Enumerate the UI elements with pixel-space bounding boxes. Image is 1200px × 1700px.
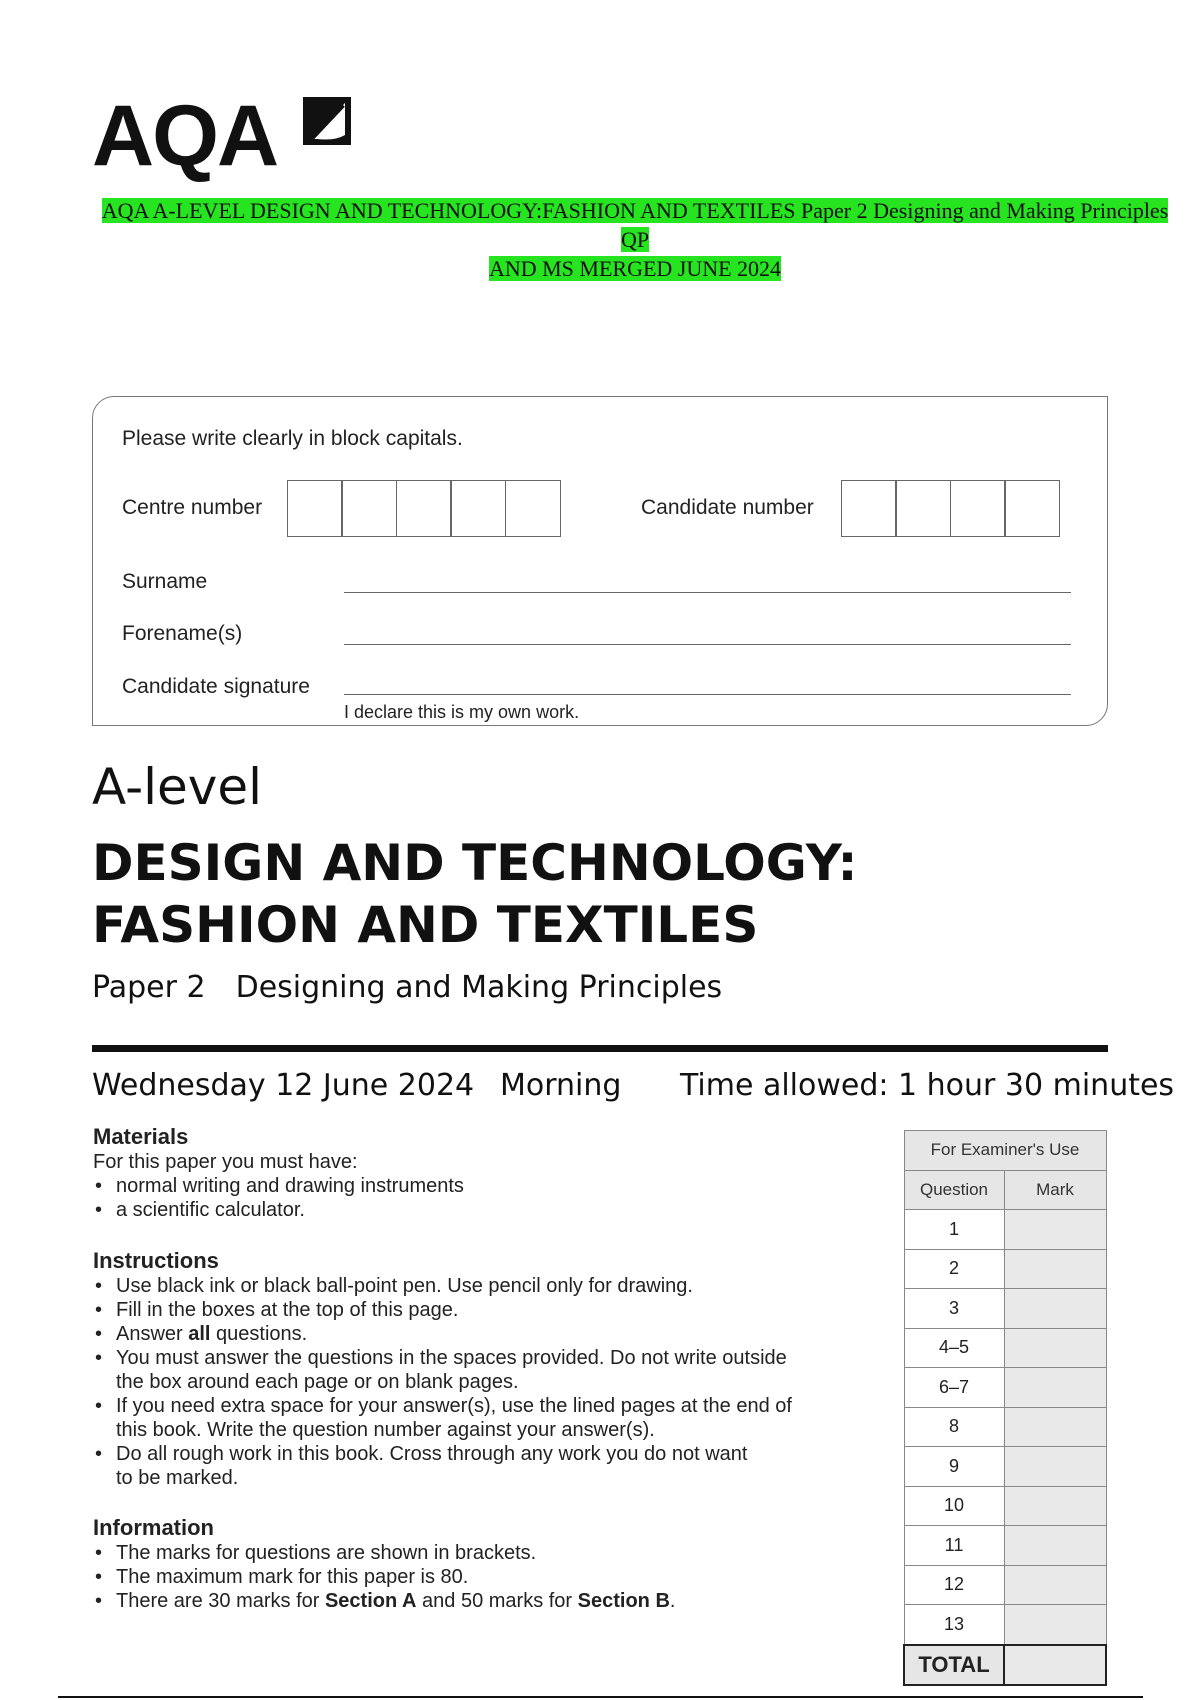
mark-cell — [1004, 1249, 1106, 1289]
materials-intro: For this paper you must have: — [93, 1151, 358, 1173]
mark-cell — [1004, 1486, 1106, 1526]
question-number-cell: 12 — [904, 1565, 1004, 1605]
information-section — [93, 1515, 883, 1613]
table-row — [904, 1289, 1106, 1329]
question-number-cell: 10 — [904, 1486, 1004, 1526]
list-item: • There are 30 marks for Section A and 50 marks for Section B. — [93, 1589, 883, 1613]
instructions-heading: Instructions — [93, 1248, 219, 1273]
declaration-text: I declare this is my own work. — [344, 702, 580, 722]
aqa-logo-mark-icon — [295, 93, 355, 153]
surname-line[interactable] — [344, 592, 1071, 593]
centre-digit-box[interactable] — [450, 480, 506, 537]
mark-cell — [1004, 1407, 1106, 1447]
candidate-digit-box[interactable] — [895, 480, 951, 537]
centre-digit-box[interactable] — [287, 480, 343, 537]
column-header-mark: Mark — [1004, 1170, 1106, 1210]
question-number-cell: 11 — [904, 1526, 1004, 1566]
list-item: • Answer all questions. — [93, 1322, 883, 1346]
exam-session: Morning — [500, 1068, 622, 1103]
centre-number-label: Centre number — [122, 496, 263, 519]
question-number-cell: 1 — [904, 1210, 1004, 1250]
examiner-table-title: For Examiner's Use — [904, 1131, 1106, 1171]
table-row — [904, 1486, 1106, 1526]
candidate-number-boxes[interactable] — [842, 480, 1060, 537]
list-item: • You must answer the questions in the spaces provided. Do not write outside the box around each page or on blank pages. — [93, 1346, 883, 1394]
instructions-section — [93, 1248, 883, 1490]
mark-cell — [1004, 1289, 1106, 1329]
materials-heading: Materials — [93, 1124, 189, 1149]
total-label: TOTAL — [904, 1645, 1004, 1686]
table-row — [904, 1328, 1106, 1368]
block-capitals-instruction: Please write clearly in block capitals. — [122, 427, 463, 450]
mark-cell — [1004, 1447, 1106, 1487]
forenames-label: Forename(s) — [122, 622, 243, 645]
materials-list — [93, 1174, 873, 1222]
page-bottom-rule — [58, 1696, 1143, 1698]
table-row — [904, 1565, 1106, 1605]
list-item: • If you need extra space for your answer(s), use the lined pages at the end of this book. Write the question number against your answer(s). — [93, 1394, 883, 1442]
candidate-digit-box[interactable] — [1004, 480, 1060, 537]
table-row — [904, 1368, 1106, 1408]
forenames-line[interactable] — [344, 644, 1071, 645]
question-number-cell: 9 — [904, 1447, 1004, 1487]
title-line-2: AND MS MERGED JUNE 2024 — [488, 256, 782, 281]
list-item: • Do all rough work in this book. Cross through any work you do not want to be marked. — [93, 1442, 883, 1490]
question-number-cell: 2 — [904, 1249, 1004, 1289]
mark-cell — [1004, 1328, 1106, 1368]
table-row — [904, 1447, 1106, 1487]
paper-number: Paper 2 — [92, 970, 206, 1005]
surname-label: Surname — [122, 570, 208, 593]
exam-date: Wednesday 12 June 2024 — [92, 1068, 475, 1103]
candidate-digit-box[interactable] — [950, 480, 1006, 537]
information-list — [93, 1541, 883, 1613]
signature-label: Candidate signature — [122, 675, 310, 698]
mark-cell — [1004, 1210, 1106, 1250]
table-row — [904, 1210, 1106, 1250]
mark-cell — [1004, 1605, 1106, 1645]
question-number-cell: 13 — [904, 1605, 1004, 1645]
table-row — [904, 1249, 1106, 1289]
logo-text: AQA — [92, 88, 278, 184]
list-item: • The maximum mark for this paper is 80. — [93, 1565, 883, 1589]
list-item: • Fill in the boxes at the top of this page. — [93, 1298, 883, 1322]
materials-section — [93, 1124, 873, 1222]
qualification-level: A-level — [92, 758, 263, 816]
table-row — [904, 1526, 1106, 1566]
mark-cell — [1004, 1368, 1106, 1408]
total-mark-cell — [1004, 1645, 1106, 1686]
signature-line[interactable] — [344, 694, 1071, 695]
centre-digit-box[interactable] — [396, 480, 452, 537]
table-row — [904, 1605, 1106, 1645]
mark-cell — [1004, 1526, 1106, 1566]
list-item: • The marks for questions are shown in brackets. — [93, 1541, 883, 1565]
list-item: • a scientific calculator. — [93, 1198, 873, 1222]
information-heading: Information — [93, 1515, 214, 1540]
question-number-cell: 8 — [904, 1407, 1004, 1447]
aqa-logo — [92, 86, 362, 186]
instructions-list — [93, 1274, 883, 1490]
centre-number-boxes[interactable] — [288, 480, 561, 537]
question-number-cell: 3 — [904, 1289, 1004, 1329]
subject-line-2: FASHION AND TEXTILES — [92, 896, 759, 954]
question-number-cell: 6–7 — [904, 1368, 1004, 1408]
list-item: • Use black ink or black ball-point pen. Use pencil only for drawing. — [93, 1274, 883, 1298]
document-title-highlight — [95, 196, 1175, 283]
examiner-use-table — [903, 1130, 1107, 1686]
table-row — [904, 1407, 1106, 1447]
subject-title — [92, 832, 858, 956]
centre-digit-box[interactable] — [505, 480, 561, 537]
candidate-digit-box[interactable] — [841, 480, 897, 537]
heavy-divider — [92, 1045, 1108, 1052]
subject-line-1: DESIGN AND TECHNOLOGY: — [92, 834, 858, 892]
list-item: • normal writing and drawing instruments — [93, 1174, 873, 1198]
paper-title — [92, 970, 722, 1005]
candidate-number-label: Candidate number — [641, 496, 814, 519]
time-allowed: Time allowed: 1 hour 30 minutes — [680, 1068, 1175, 1103]
mark-cell — [1004, 1565, 1106, 1605]
paper-name: Designing and Making Principles — [235, 970, 723, 1005]
question-number-cell: 4–5 — [904, 1328, 1004, 1368]
column-header-question: Question — [904, 1170, 1004, 1210]
title-line-1: AQA A-LEVEL DESIGN AND TECHNOLOGY:FASHION AND TEXTILES Paper 2 Designing and Making Principles QP — [101, 198, 1169, 252]
centre-digit-box[interactable] — [341, 480, 397, 537]
